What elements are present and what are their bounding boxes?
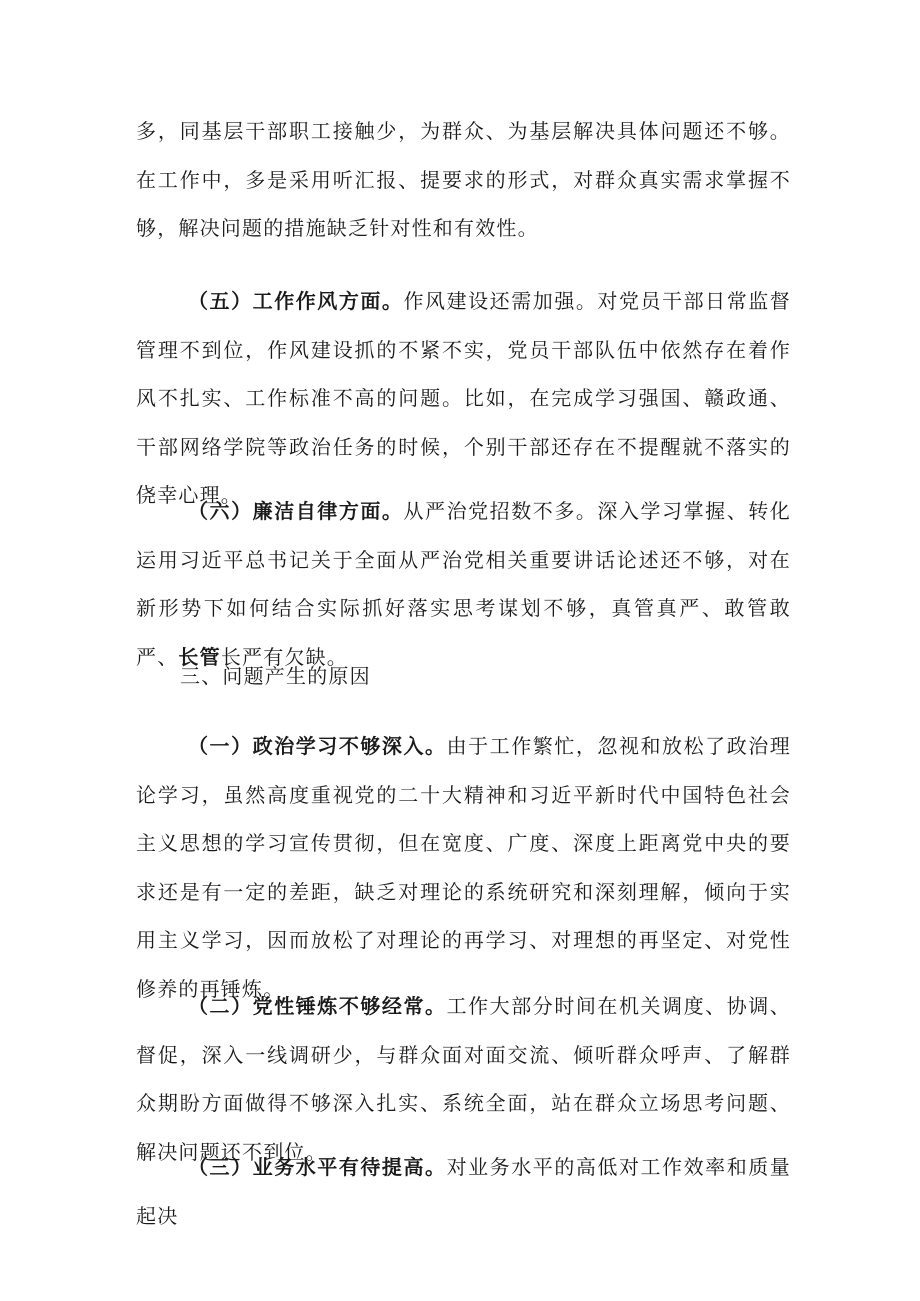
section-heading: 三、问题产生的原因 xyxy=(180,664,371,688)
paragraph-political-study xyxy=(136,722,791,1013)
paragraph-lead: （五）工作作风方面。 xyxy=(188,289,404,313)
paragraph-text: 长严有欠缺。 xyxy=(220,644,349,669)
paragraph-work-style xyxy=(136,277,791,520)
paragraph-bold-phrase: 长管 xyxy=(178,644,221,669)
paragraph-text: 多，同基层干部职工接触少，为群众、为基层解决具体问题还不够。在工作中，多是采用听汇报、提要求的形式，对群众真实需求掌握不够，解决问题的措施缺乏针对性和有效性。 xyxy=(136,119,791,240)
paragraph-business-level xyxy=(136,1143,791,1240)
paragraph-lead: （二）党性锤炼不够经常。 xyxy=(188,994,447,1018)
paragraph-text: 从严治党招数不多。深入学习掌握、转化运用习近平总书记关于全面从严治党相关重要讲话论述还不够，对在新形势下如何结合实际抓好落实思考谋划不够，真管真严、敢管敢严、 xyxy=(136,499,791,669)
paragraph-text: 作风建设还需加强。对党员干部日常监督管理不到位，作风建设抓的不紧不实，党员干部队伍中依然存在着作风不扎实、工作标准不高的问题。比如，在完成学习强国、赣政通、干部网络学院等政治任务的时候，个别干部还存在不提醒就不落实的侥幸心理。 xyxy=(136,289,791,507)
paragraph-continued xyxy=(136,107,791,253)
paragraph-text: 对业务水平的高低对工作效率和质量起决 xyxy=(136,1155,791,1228)
paragraph-text: 工作大部分时间在机关调度、协调、督促，深入一线调研少，与群众面对面交流、倾听群众呼声、了解群众期盼方面做得不够深入扎实、系统全面，站在群众立场思考问题、解决问题还不到位。 xyxy=(136,994,791,1164)
paragraph-text: 由于工作繁忙，忽视和放松了政治理论学习，虽然高度重视党的二十大精神和习近平新时代中国特色社会主义思想的学习宣传贯彻，但在宽度、广度、深度上距离党中央的要求还是有一定的差距，缺乏对理论的系统研究和深刻理解，倾向于实用主义学习，因而放松了对理论的再学习、对理想的再坚定、对党性修养的再锤炼。 xyxy=(136,734,791,1001)
paragraph-lead: （一）政治学习不够深入。 xyxy=(188,734,447,758)
paragraph-lead: （三）业务水平有待提高。 xyxy=(188,1155,447,1179)
paragraph-lead: （六）廉洁自律方面。 xyxy=(188,499,404,523)
